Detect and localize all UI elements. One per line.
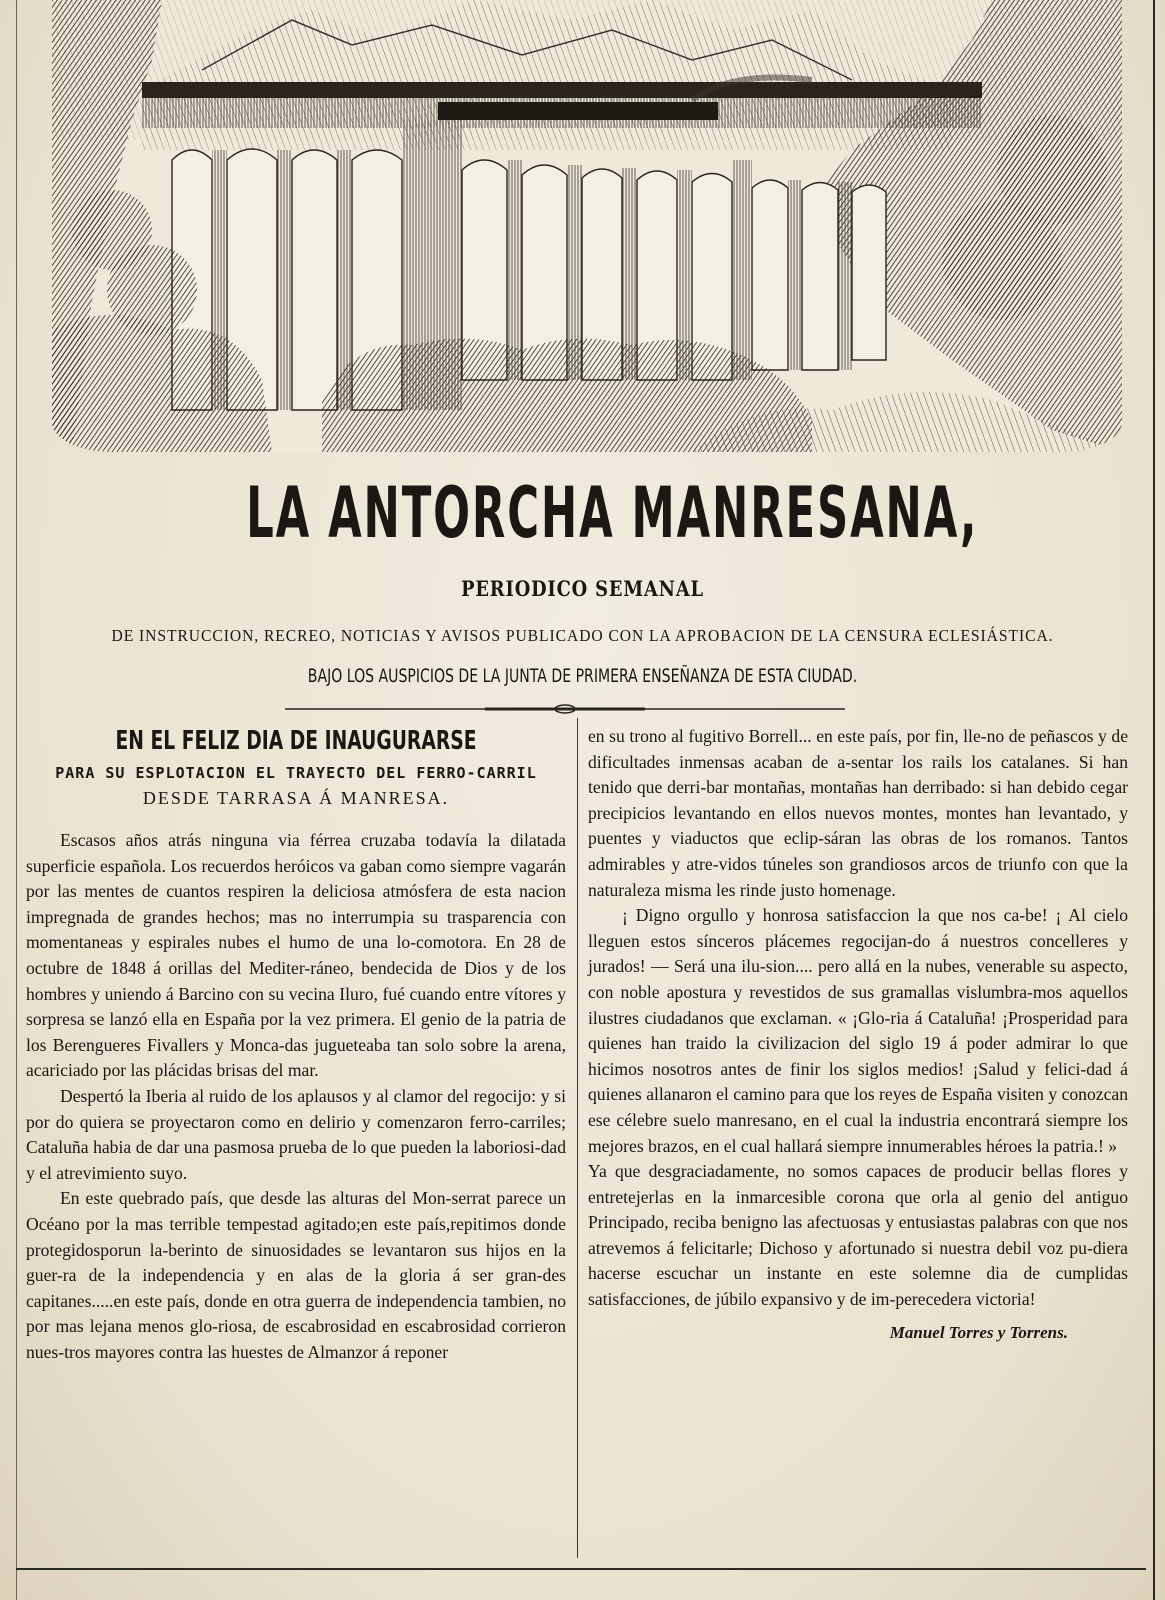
column-divider bbox=[577, 718, 578, 1558]
article-heading: EN EL FELIZ DIA DE INAUGURARSE bbox=[115, 726, 477, 756]
article-column-right bbox=[588, 724, 1128, 1343]
article-paragraph: en su trono al fugitivo Borrell... en este país, por fin, lle-no de peñascos y de dificultades inmensas acaban de a-sentar los rails los catalanes. Si han tenido que derri-bar montañas, montañas han derribado: si han debido cegar precipicios levantando en ellos nuevos montes, montes han levantado, y puentes y viaductos que eclip-sáran las obras de los romanos. Tantos admirables y atre-vidos túneles son grandiosos arcos de triunfo con que la naturaleza misma les rinde justo homenage. bbox=[588, 726, 1128, 900]
article-paragraph: Ya que desgraciadamente, no somos capaces de producir bellas flores y entretejerlas en la inmarcesible corona que orla al genio del antiguo Principado, reciba benigno las afectuosas y entusiastas palabras con que nos atrevemos á felicitarle; Dichoso y afortunado si nuestra debil voz pu-diera hacerse escuchar un instante en este solemne dia de cumplidas satisfacciones, de júbilo expansivo y de im-perecedera victoria! bbox=[588, 1161, 1128, 1310]
page-edge-left bbox=[16, 0, 17, 1600]
article-paragraph: Escasos años atrás ninguna via férrea cruzaba todavía la dilatada superficie española. Los recuerdos heróicos va gaban como siempre vagarán por las mentes de cuantos respiren la deliciosa atmósfera de esta nacion impregnada de grandes hechos; mas no interrumpia su trasparencia con momentaneas y espirales nubes el humo de una lo-comotora. En 28 de octubre de 1848 á orillas del Mediter-ráneo, bendecida de Dios y de los hombres y uniendo á Barcino con su vecina Iluro, fué cuando entre vítores y sorpresa se lanzó ella en España por la vez primera. El genio de la patria de los Berengueres Fivallers y Monca-das jugueteaba tan solo sobre la arena, acariciado por las plácidas brisas del mar. bbox=[26, 830, 566, 1081]
viaduct-engraving bbox=[52, 0, 1122, 452]
article-column-left bbox=[26, 724, 566, 1365]
article-signature: Manuel Torres y Torrens. bbox=[889, 1322, 1068, 1342]
article-subheading: PARA SU ESPLOTACION EL TRAYECTO DEL FERRO-CARRIL bbox=[55, 764, 537, 782]
article-subheading-2: DESDE TARRASA Á MANRESA. bbox=[142, 788, 450, 808]
article-paragraph: Despertó la Iberia al ruido de los aplausos y al clamor del regocijo: y si por do quiera se proyectaron como en delirio y comenzaron ferro-carriles; Cataluña habia de dar una pasmosa prueba de lo que pueden la laboriosi-dad y el atrevimiento suyo. bbox=[26, 1085, 566, 1183]
page-edge-right bbox=[1153, 0, 1155, 1600]
ornamental-divider bbox=[285, 704, 845, 714]
bottom-rule bbox=[16, 1568, 1146, 1570]
article-paragraph: ¡ Digno orgullo y honrosa satisfaccion la que nos ca-be! ¡ Al cielo lleguen estos sínceros plácemes regocijan-do á nuestros concelleres y jurados! — Será una ilu-sion.... pero allá en la nubes, venerable su aspecto, con noble apostura y revestidos de sus gramallas vislumbra-mos aquellos ilustres ciudadanos que exclaman. « ¡Glo-ria á Cataluña! ¡Prosperidad para quienes han traido la civilizacion del siglo 19 á poder admirar lo que hicimos nosotros antes de finir los siglos medios! ¡Salud y felici-dad á quienes allanaron el camino para que los reyes de España visiten y conozcan ese célebre suelo manresano, en el cual la industria encontrará siempre los mejores brazos, en el cual hallará siempre innumerables héroes la patria.! » bbox=[588, 905, 1128, 1156]
newspaper-subtitle: PERIODICO SEMANAL bbox=[461, 576, 704, 601]
newspaper-title: LA ANTORCHA MANRESANA, bbox=[246, 472, 979, 554]
newspaper-auspices: BAJO LOS AUSPICIOS DE LA JUNTA DE PRIMERA ENSEÑANZA DE ESTA CIUDAD. bbox=[307, 665, 858, 687]
article-paragraph: En este quebrado país, que desde las alturas del Mon-serrat parece un Océano por la mas terrible tempestad agitado;en este país,repitimos donde protegidosporun la-berinto de sinuosidades se levantaron sus hijos en la guer-ra de la independencia y en alas de la gloria á ser gran-des capitanes.....en este país, donde en otra guerra de independencia tambien, no por mas lejana menos glo-riosa, de escabrosidad en escabrosidad corrieron nues-tros mayores contra las huestes de Almanzor á reponer bbox=[26, 1188, 566, 1362]
newspaper-description: DE INSTRUCCION, RECREO, NOTICIAS Y AVISOS PUBLICADO CON LA APROBACION DE LA CENSURA ECLESIÁSTICA. bbox=[111, 626, 1054, 645]
